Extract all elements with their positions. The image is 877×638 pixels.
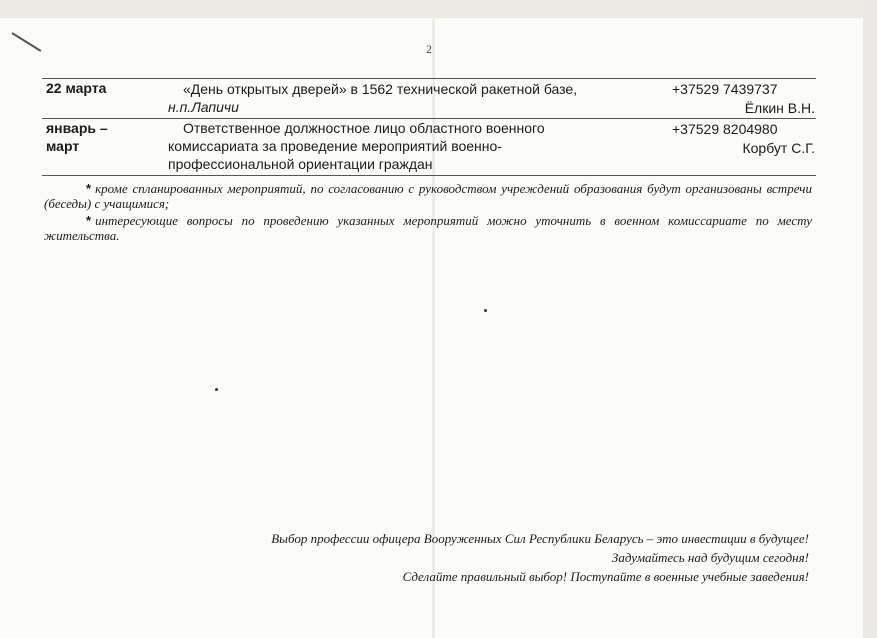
row2-event-line3: профессиональной ориентации граждан [168,156,433,172]
footnotes [44,181,812,245]
table-bottom-border [42,175,816,176]
row2-event [168,119,648,173]
row2-date-line1: январь – [46,120,108,136]
table-top-border [42,78,816,79]
row1-phone: +37529 7439737 [672,81,778,97]
footnote-1-marker: * [86,181,92,196]
page-number: 2 [426,42,432,56]
row1-event-line1: «День открытых дверей» в 1562 технической ракетной базе, [183,81,578,97]
scan-right-edge [863,0,877,638]
row1-person: Ёлкин В.Н. [744,100,815,116]
row2-person: Корбут С.Г. [742,140,815,156]
row2-phone: +37529 8204980 [672,121,778,137]
footnote-1 [44,181,812,211]
row1-date: 22 марта [46,80,107,96]
closing-slogan [271,529,809,586]
footnote-2-text: интересующие вопросы по проведению указанных мероприятий можно уточнить в военном комиссариате по месту жительства. [44,213,812,243]
row2-date [46,119,108,155]
scan-pen-mark [11,32,41,52]
row2-event-line2: комиссариата за проведение мероприятий военно- [168,138,502,154]
scan-top-band [0,0,877,18]
row2-date-line2: март [46,138,80,154]
scan-speck [215,388,218,391]
row1-event [168,80,648,116]
slogan-line-3: Сделайте правильный выбор! Поступайте в военные учебные заведения! [402,569,809,584]
footnote-2-marker: * [86,213,92,228]
footnote-2 [44,213,812,243]
slogan-line-1: Выбор профессии офицера Вооруженных Сил Республики Беларусь – это инвестиции в будущее! [271,531,809,546]
row1-event-line2: н.п.Лапичи [168,99,239,115]
slogan-line-2: Задумайтесь над будущим сегодня! [611,550,809,565]
row2-event-line1: Ответственное должностное лицо областного военного [183,120,545,136]
scan-speck [484,309,487,312]
footnote-1-text: кроме спланированных мероприятий, по согласованию с руководством учреждений образования будут организованы встречи (беседы) с учащимися; [44,181,812,211]
